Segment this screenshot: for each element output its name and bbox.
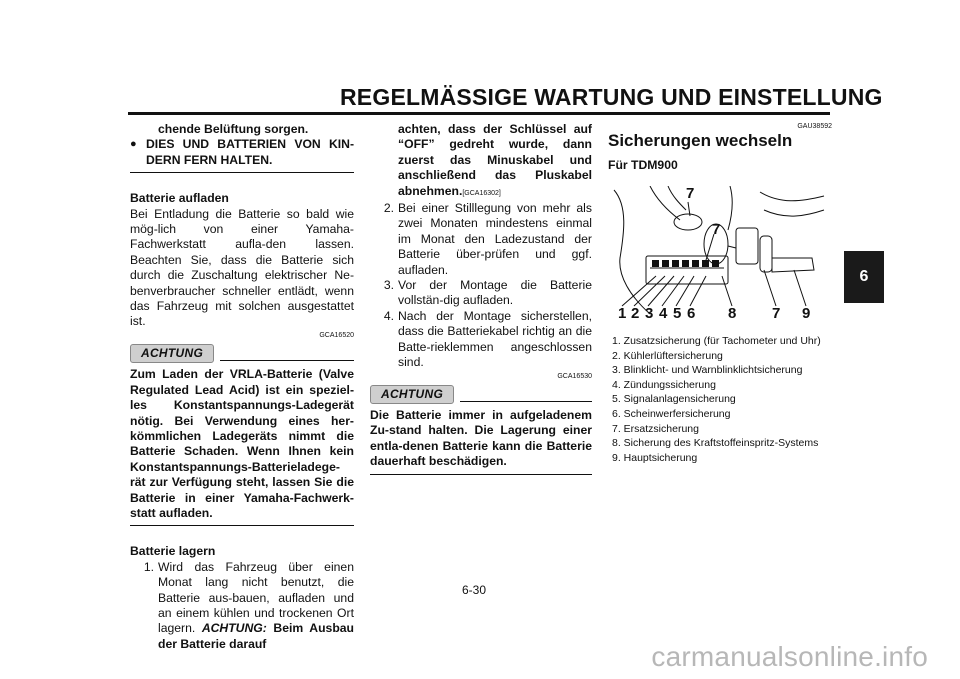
label-7-top: 7 [686,186,695,202]
leader-line [662,276,684,306]
chapter-tab[interactable]: 6 [844,251,884,303]
fuse-slot [702,260,709,267]
achtung-rule [460,401,592,402]
fuse-box-illustration [610,186,828,320]
bracket [728,246,736,248]
header-rule [128,112,830,115]
label-3: 3 [645,305,654,320]
ref-code-inline: [GCA16302] [462,189,501,197]
achtung-rule [220,360,354,361]
label-7-middle: 7 [712,221,721,238]
leader-lines [622,202,806,306]
legend-item: 9. Hauptsicherung [612,451,698,464]
label-2: 2 [631,305,640,320]
legend-item: 4. Zündungssicherung [612,378,716,391]
legend-item: 2. Kühlerlüftersicherung [612,349,723,362]
fuse-legend [612,334,837,465]
column-3 [608,122,832,174]
charge-warning-text: Zum Laden der VRLA-Batterie (Valve Regulated Lead Acid) ist ein speziel-les Konstantspannungs-Ladegerät nötig. Bei Verwendung eines her-kömmlichen Ladegeräts nimmt die Batterie Schaden. Wenn Ihnen kein Konstantspannungs-Batterieladege-rät zur Verfügung steht, lassen Sie die Batterie in einer Yamaha-Fachwerk-statt aufladen. [130,367,354,520]
leader-line [690,276,706,306]
leader-line [722,276,732,306]
label-7-bottom: 7 [772,305,781,320]
cable [764,210,824,216]
label-5: 5 [673,305,682,320]
legend-item: 6. Scheinwerfersicherung [612,407,731,420]
ref-code: GCA16530 [557,372,592,380]
store-continuation [370,122,592,201]
fuse-slot [662,260,669,267]
relay [736,228,758,264]
leader-line [764,270,776,306]
ref-code: GAU38592 [797,123,832,130]
cable [668,186,686,210]
column-1 [130,122,354,652]
cable [728,186,732,230]
section-title: Sicherungen wechseln [608,131,793,150]
label-4: 4 [659,305,668,320]
item-text: Nach der Montage sicherstellen, dass die Batteriekabel richtig an die Batte-rieklemmen angeschlossen sind. [398,308,592,370]
main-fuse-connector [772,258,814,272]
store-item-2 [370,201,592,278]
store-heading: Batterie lagern [130,544,216,559]
fuse-slot [652,260,659,267]
legend-item: 1. Zusatzsicherung (für Tachometer und Uhr) [612,335,821,347]
fuse-slot [672,260,679,267]
model-subtitle: Für TDM900 [608,158,678,173]
label-1: 1 [618,305,627,320]
charge-text: Bei Entladung die Batterie so bald wie mög-lich von einer Yamaha-Fachwerkstatt aufla-den lassen. Beachten Sie, dass die Batterie sich durch die Zuschaltung elektrischer Ne-benverbraucher schneller entlädt, wenn das Fahrzeug mit solchen ausgestattet ist. [130,206,354,329]
connector [674,214,702,230]
item-text: Bei einer Stilllegung von mehr als zwei Monaten mindestens einmal im Monat den Ladezustand der Batterie über-prüfen und ggf. aufladen. [398,201,592,277]
achtung-badge: ACHTUNG [130,344,214,363]
bullet-item [130,137,354,168]
store-item-3 [370,278,592,309]
leader-line [794,270,806,306]
legend-item: 8. Sicherung des Kraftstoffeinspritz-Systems [612,437,819,450]
page-number: 6-30 [462,583,487,597]
leader-line [676,276,694,306]
charge-heading: Batterie aufladen [130,191,229,206]
legend-item: 3. Blinklicht- und Warnblinklichtsicherung [612,364,803,377]
watermark[interactable]: carmanualsonline.info [651,641,928,672]
store-bold-continuation: achten, dass der Schlüssel auf “OFF” gedreht wurde, dann zuerst das Minuskabel und anschließend das Pluskabel abnehmen. [398,122,592,198]
bullet-text: DIES UND BATTERIEN VON KIN-DERN FERN HALTEN. [146,137,354,167]
fuse-slot [682,260,689,267]
column-2 [370,122,592,479]
divider [370,474,592,475]
legend-item: 7. Ersatzsicherung [612,422,699,435]
store-achtung-inline: ACHTUNG: [201,621,267,636]
bullet-dot-icon: ● [130,138,137,151]
cable [760,192,824,201]
achtung-badge: ACHTUNG [370,385,454,404]
label-8: 8 [728,305,737,320]
legend-item: 5. Signalanlagensicherung [612,393,736,406]
fuse-slot [712,260,719,267]
bullet-continuation: chende Belüftung sorgen. [158,122,309,136]
item-number: 3. [383,278,394,293]
label-6: 6 [687,305,696,320]
storage-warning-text: Die Batterie immer in aufgeladenem Zu-stand halten. Die Lagerung einer entla-denen Batterie kann die Batterie dauerhaft beschädigen. [370,407,592,469]
cable [650,186,680,220]
label-9: 9 [802,305,811,320]
fuse-slots [652,260,719,267]
store-text: Wird das Fahrzeug über einen Monat lang nicht benutzt, die Batterie aus-bauen, aufladen und an einem kühlen und trockenen Ort lagern. [158,559,354,636]
page-header-title: REGELMÄSSIGE WARTUNG UND EINSTELLUNG [340,84,883,110]
achtung-header [370,385,592,404]
divider [130,525,354,526]
item-number: 2. [383,201,394,216]
main-fuse-holder [760,236,772,272]
store-bold-text: Beim Ausbau der Batterie darauf [158,621,354,651]
fuse-slot [692,260,699,267]
item-number: 4. [383,308,394,323]
ref-code: GCA16520 [319,331,354,339]
item-number: 1. [143,559,154,574]
divider [130,172,354,173]
item-text [158,560,354,652]
store-item-1 [130,560,354,652]
item-text: Vor der Montage die Batterie vollstän-dig aufladen. [398,278,592,308]
achtung-header [130,344,354,363]
store-item-4 [370,309,592,371]
